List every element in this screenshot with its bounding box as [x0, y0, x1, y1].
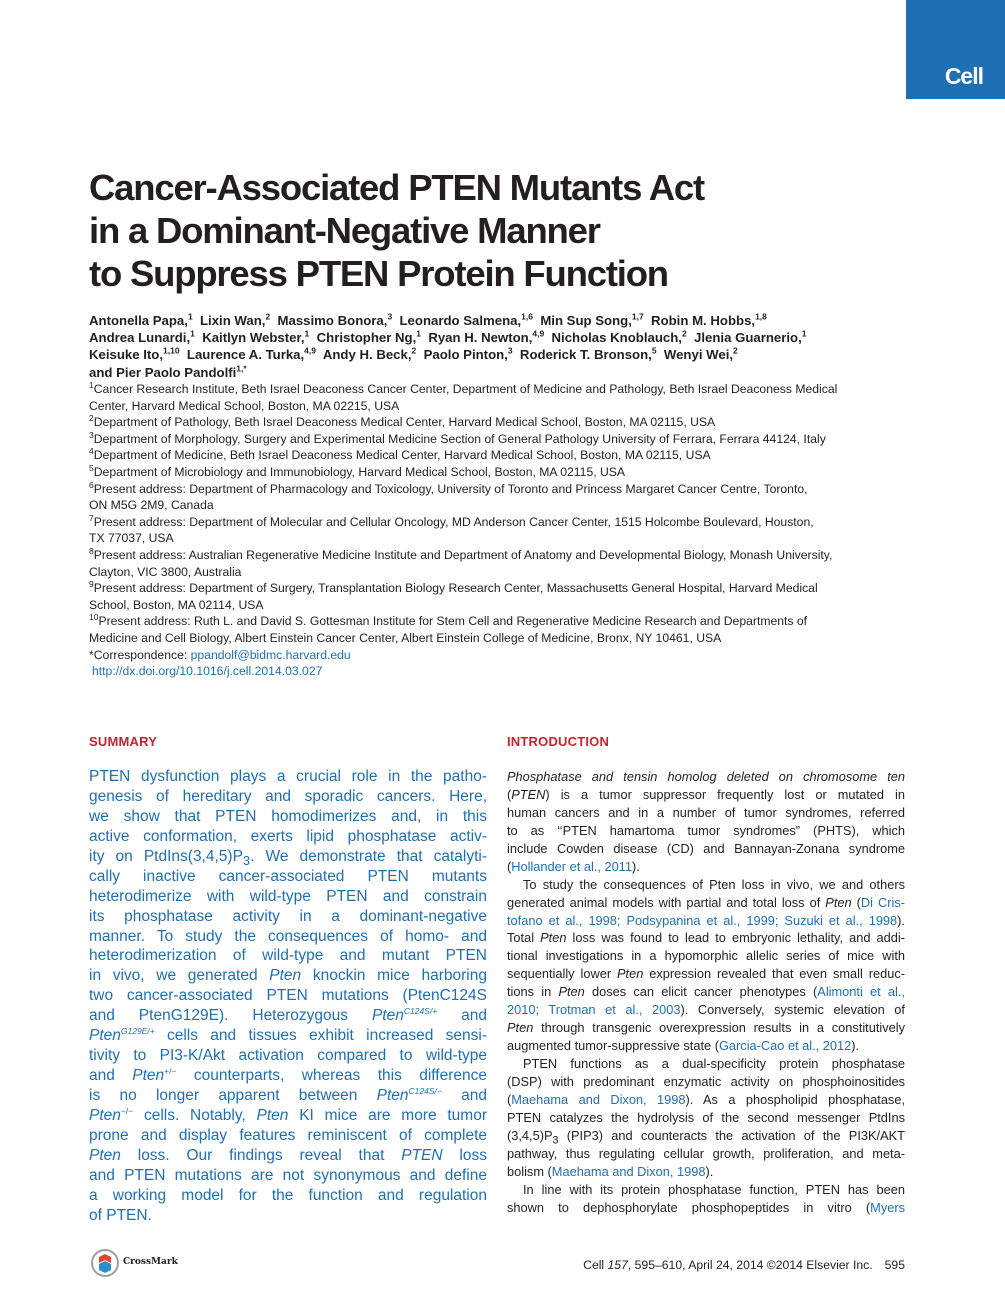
title-line: to Suppress PTEN Protein Function [89, 253, 668, 294]
author-name: Leonardo Salmena, [399, 313, 522, 328]
intro-line: bolism (Maehama and Dixon, 1998). [507, 1163, 714, 1179]
intro-line: human cancers and in a number of tumor syndromes, referred [507, 804, 905, 820]
intro-line: 2010; Trotman et al., 2003). Conversely, systemic elevation of [507, 1002, 905, 1018]
summary-line: of PTEN. [89, 1206, 152, 1224]
intro-line: $(3,4,5)P_3$ (PIP3) and counteracts the activation of the PI3K/AKT [507, 1127, 905, 1147]
author-line [89, 346, 909, 363]
author-name: Christopher Ng, [316, 330, 417, 346]
summary-line: heterodimerization of wild-type and mutant PTEN [89, 947, 487, 965]
intro-line: Phosphatase and tensin homolog deleted on chromosome ten [507, 769, 905, 784]
author-affiliation-mark: 2 [733, 346, 738, 357]
article-title [89, 166, 849, 295]
intro-line: In line with its protein phosphatase function, PTEN has been [523, 1181, 905, 1197]
crossmark-icon [90, 1248, 120, 1278]
summary-line: cally inactive cancer-associated PTEN mutants [89, 867, 487, 885]
introduction-heading: INTRODUCTION [507, 734, 610, 749]
author-name: Wenyi Wei, [663, 347, 734, 363]
affiliation-line: $^{10}$Present address: Ruth L. and David S. Gottesman Institute for Stem Cell and Regenerative Medicine Research and Departments of [89, 612, 808, 629]
intro-line: tofano et al., 1998; Podsypanina et al., 1999; Suzuki et al., 1998). [507, 912, 905, 928]
title-line: Cancer-Associated PTEN Mutants Act [89, 167, 704, 208]
intro-line: sequentially lower Pten expression revealed that even small reduc- [507, 966, 905, 982]
author-affiliation-mark: 1 [190, 328, 195, 339]
summary-line: a working model for the function and regulation [89, 1186, 487, 1204]
summary-line: PTEN dysfunction plays a crucial role in the patho- [89, 768, 487, 785]
correspondence-email-link[interactable]: ppandolf@bidmc.harvard.edu [190, 647, 351, 662]
author-affiliation-mark: 1,8 [755, 311, 767, 322]
author-list [89, 312, 909, 381]
summary-line: and PTEN mutations are not synonymous and define [89, 1166, 487, 1184]
author-name: Kaitlyn Webster, [202, 330, 305, 346]
summary-line: Pten$^{G129E/+}$ cells and tissues exhibit increased sensi- [89, 1026, 487, 1045]
author-name: Roderick T. Bronson, [519, 347, 652, 363]
summary-line: its phosphatase activity in a dominant-negative [89, 907, 487, 925]
author-line [89, 329, 909, 346]
author-name: Massimo Bonora, [277, 313, 388, 328]
intro-line: (Hollander et al., 2011). [507, 858, 640, 874]
author-name: Lixin Wan, [200, 313, 266, 328]
author-affiliation-mark: 1,6 [521, 311, 533, 322]
author-line [89, 312, 909, 329]
intro-line: shown to dephosphorylate phosphopeptides in vitro (Myers [507, 1199, 905, 1215]
author-affiliation-mark: 3 [387, 311, 393, 322]
journal-logo [906, 0, 1005, 99]
affiliation-line: Center, Harvard Medical School, Boston, MA 02215, USA [89, 398, 400, 413]
author-affiliation-mark: 1,10 [163, 346, 180, 357]
summary-line: genesis of hereditary and sporadic cancers. Here, [89, 787, 487, 805]
doi-link[interactable]: http://dx.doi.org/10.1016/j.cell.2014.03.027 [92, 664, 323, 679]
author-name: Nicholas Knoblauch, [551, 330, 682, 346]
affiliation-line: $^6$Present address: Department of Pharmacology and Toxicology, University of Toronto and Princess Margaret Cancer Centre, Toronto, [89, 479, 808, 496]
affiliation-line: Clayton, VIC 3800, Australia [89, 564, 242, 579]
summary-line: manner. To study the consequences of homo- and [89, 927, 487, 945]
intro-line: Pten through transgenic overexpression results in a constitutively [507, 1020, 905, 1036]
summary-line: ity on $PtdIns(3,4,5)P_3$. We demonstrate that catalyti- [89, 847, 487, 868]
author-affiliation-mark: 4,9 [304, 346, 316, 357]
intro-line: PTEN functions as a dual-specificity protein phosphatase [523, 1056, 905, 1071]
affiliation-line: $^5$Department of Microbiology and Immunobiology, Harvard Medical School, Boston, MA 02115, USA [89, 462, 626, 479]
author-name: Robin M. Hobbs, [651, 313, 756, 328]
author-name: Paolo Pinton, [423, 347, 508, 363]
intro-line: include Cowden disease (CD) and Bannayan-Zonana syndrome [507, 840, 905, 856]
summary-line: active conformation, exerts lipid phosphatase activ- [89, 827, 487, 845]
affiliation-line: $^9$Present address: Department of Surgery, Transplantation Biology Research Center, Massachusetts General Hospital, Harvard Medical [89, 579, 818, 596]
intro-line: pathway, thus regulating cellular growth, proliferation, and meta- [507, 1145, 905, 1161]
intro-line: (DSP) with predominant enzymatic activity on phosphoinositides [507, 1073, 905, 1089]
affiliation-line: Medicine and Cell Biology, Albert Einstein Cancer Center, Albert Einstein College of Medicine, Bronx, NY 10461, USA [89, 630, 722, 645]
summary-line: Pten−/− cells. Notably, Pten KI mice are more tumor [89, 1105, 487, 1124]
affiliation-line: $^7$Present address: Department of Molecular and Cellular Oncology, MD Anderson Cancer Center, 1515 Holcombe Boulevard, Houston, [89, 512, 814, 529]
intro-line: Total Pten loss was found to lead to embryonic lethality, and addi- [507, 930, 905, 946]
citation-text: Cell 157, 595–610, April 24, 2014 ©2014 Elsevier Inc. [583, 1258, 873, 1272]
author-name: Laurence A. Turka, [186, 347, 305, 363]
affiliations [89, 381, 909, 680]
journal-name: Cell [944, 63, 983, 89]
intro-line: tions in Pten doses can elicit cancer phenotypes (Alimonti et al., [507, 984, 905, 1000]
intro-line: (PTEN) is a tumor suppressor frequently lost or mutated in [507, 786, 905, 802]
author-affiliation-mark: 3 [507, 346, 513, 357]
intro-line: tional investigations in a hypomorphic allelic series of mice with [507, 948, 905, 964]
intro-line: augmented tumor-suppressive state (Garcia-Cao et al., 2012). [507, 1038, 860, 1054]
author-name: Antonella Papa, [89, 313, 188, 328]
affiliation-line: $^4$Department of Medicine, Beth Israel Deaconess Medical Center, Harvard Medical School, Boston, MA 02115, USA [89, 446, 711, 463]
crossmark-badge[interactable] [90, 1248, 180, 1282]
author-affiliation-mark: 2 [265, 311, 271, 322]
summary-line: and PtenG129E). Heterozygous Pten$^{C124S/+}$ and [89, 1006, 487, 1025]
affiliation-line: ON M5G 2M9, Canada [89, 498, 214, 513]
affiliation-line: $^2$Department of Pathology, Beth Israel Deaconess Medical Center, Harvard Medical School, Boston, MA 02115, USA [89, 413, 716, 430]
author-affiliation-mark: 1 [187, 311, 193, 322]
author-affiliation-mark: 1 [801, 328, 807, 339]
author-affiliation-mark: 1 [416, 328, 421, 339]
crossmark-label: CrossMark [123, 1257, 178, 1267]
summary-line: Pten loss. Our findings reveal that PTEN loss [89, 1146, 487, 1164]
author-affiliation-mark: 1,7 [631, 311, 644, 322]
summary-line: heterodimerize with wild-type PTEN and constrain [89, 887, 487, 905]
summary-line: and Pten+/− counterparts, whereas this difference [89, 1065, 488, 1085]
author-name: Ryan H. Newton, [428, 330, 533, 346]
affiliation-line: $^1$Cancer Research Institute, Beth Israel Deaconess Cancer Center, Department of Medicine and Pathology, Beth Israel Deaconess Medical [89, 379, 838, 396]
author-affiliation-mark: 5 [651, 346, 657, 357]
author-affiliation-mark: 1,* [236, 363, 247, 374]
summary-line: prone and display features reminiscent of complete [89, 1126, 487, 1144]
author-name: Keisuke Ito, [89, 347, 164, 363]
author-name: and Pier Paolo Pandolfi [89, 364, 237, 380]
author-affiliation-mark: 2 [411, 346, 417, 357]
intro-line: to as ‘‘PTEN hamartoma tumor syndromes” (PHTS), which [507, 822, 905, 838]
intro-line: To study the consequences of Pten loss in vivo, we and others [523, 876, 905, 892]
affiliation-line: TX 77037, USA [89, 531, 174, 546]
author-affiliation-mark: 2 [681, 328, 687, 339]
correspondence: *Correspondence: ppandolf@bidmc.harvard.edu [89, 647, 351, 662]
summary-text [89, 767, 487, 1226]
author-name: Jlenia Guarnerio, [694, 330, 802, 346]
author-line [89, 364, 909, 381]
summary-heading: SUMMARY [89, 734, 158, 749]
intro-line: (Maehama and Dixon, 1998). As a phospholipid phosphatase, [507, 1091, 906, 1107]
affiliation-line: $^8$Present address: Australian Regenerative Medicine Institute and Department of Anatomy and Developmental Biology, Monash University, [89, 545, 833, 562]
summary-line: is no longer apparent between Pten$^{C124S/-}$ and [89, 1085, 487, 1104]
author-affiliation-mark: 4,9 [532, 328, 545, 339]
author-name: Min Sup Song, [540, 313, 632, 328]
intro-line: generated animal models with partial and total loss of Pten (Di Cris- [507, 894, 905, 910]
summary-line: tivity to PI3-K/Akt activation compared to wild-type [89, 1047, 487, 1065]
introduction-text [507, 768, 905, 1216]
summary-line: two cancer-associated PTEN mutations (PtenC124S [89, 987, 487, 1005]
author-name: Andy H. Beck, [322, 347, 412, 363]
summary-line: in vivo, we generated Pten knockin mice harboring [89, 967, 487, 985]
summary-line: we show that PTEN homodimerizes and, in this [89, 807, 487, 825]
title-line: in a Dominant-Negative Manner [89, 210, 600, 251]
intro-line: PTEN catalyzes the hydrolysis of the second messenger PtdIns [507, 1109, 905, 1125]
author-name: Andrea Lunardi, [89, 330, 191, 346]
footer-citation [583, 1258, 905, 1272]
page-number: 595 [884, 1258, 905, 1272]
author-affiliation-mark: 1 [304, 328, 310, 339]
affiliation-line: $^3$Department of Morphology, Surgery and Experimental Medicine Section of General Pathology University of Ferrara, Ferrara 44124, Italy [89, 429, 826, 446]
affiliation-line: School, Boston, MA 02114, USA [89, 597, 264, 612]
